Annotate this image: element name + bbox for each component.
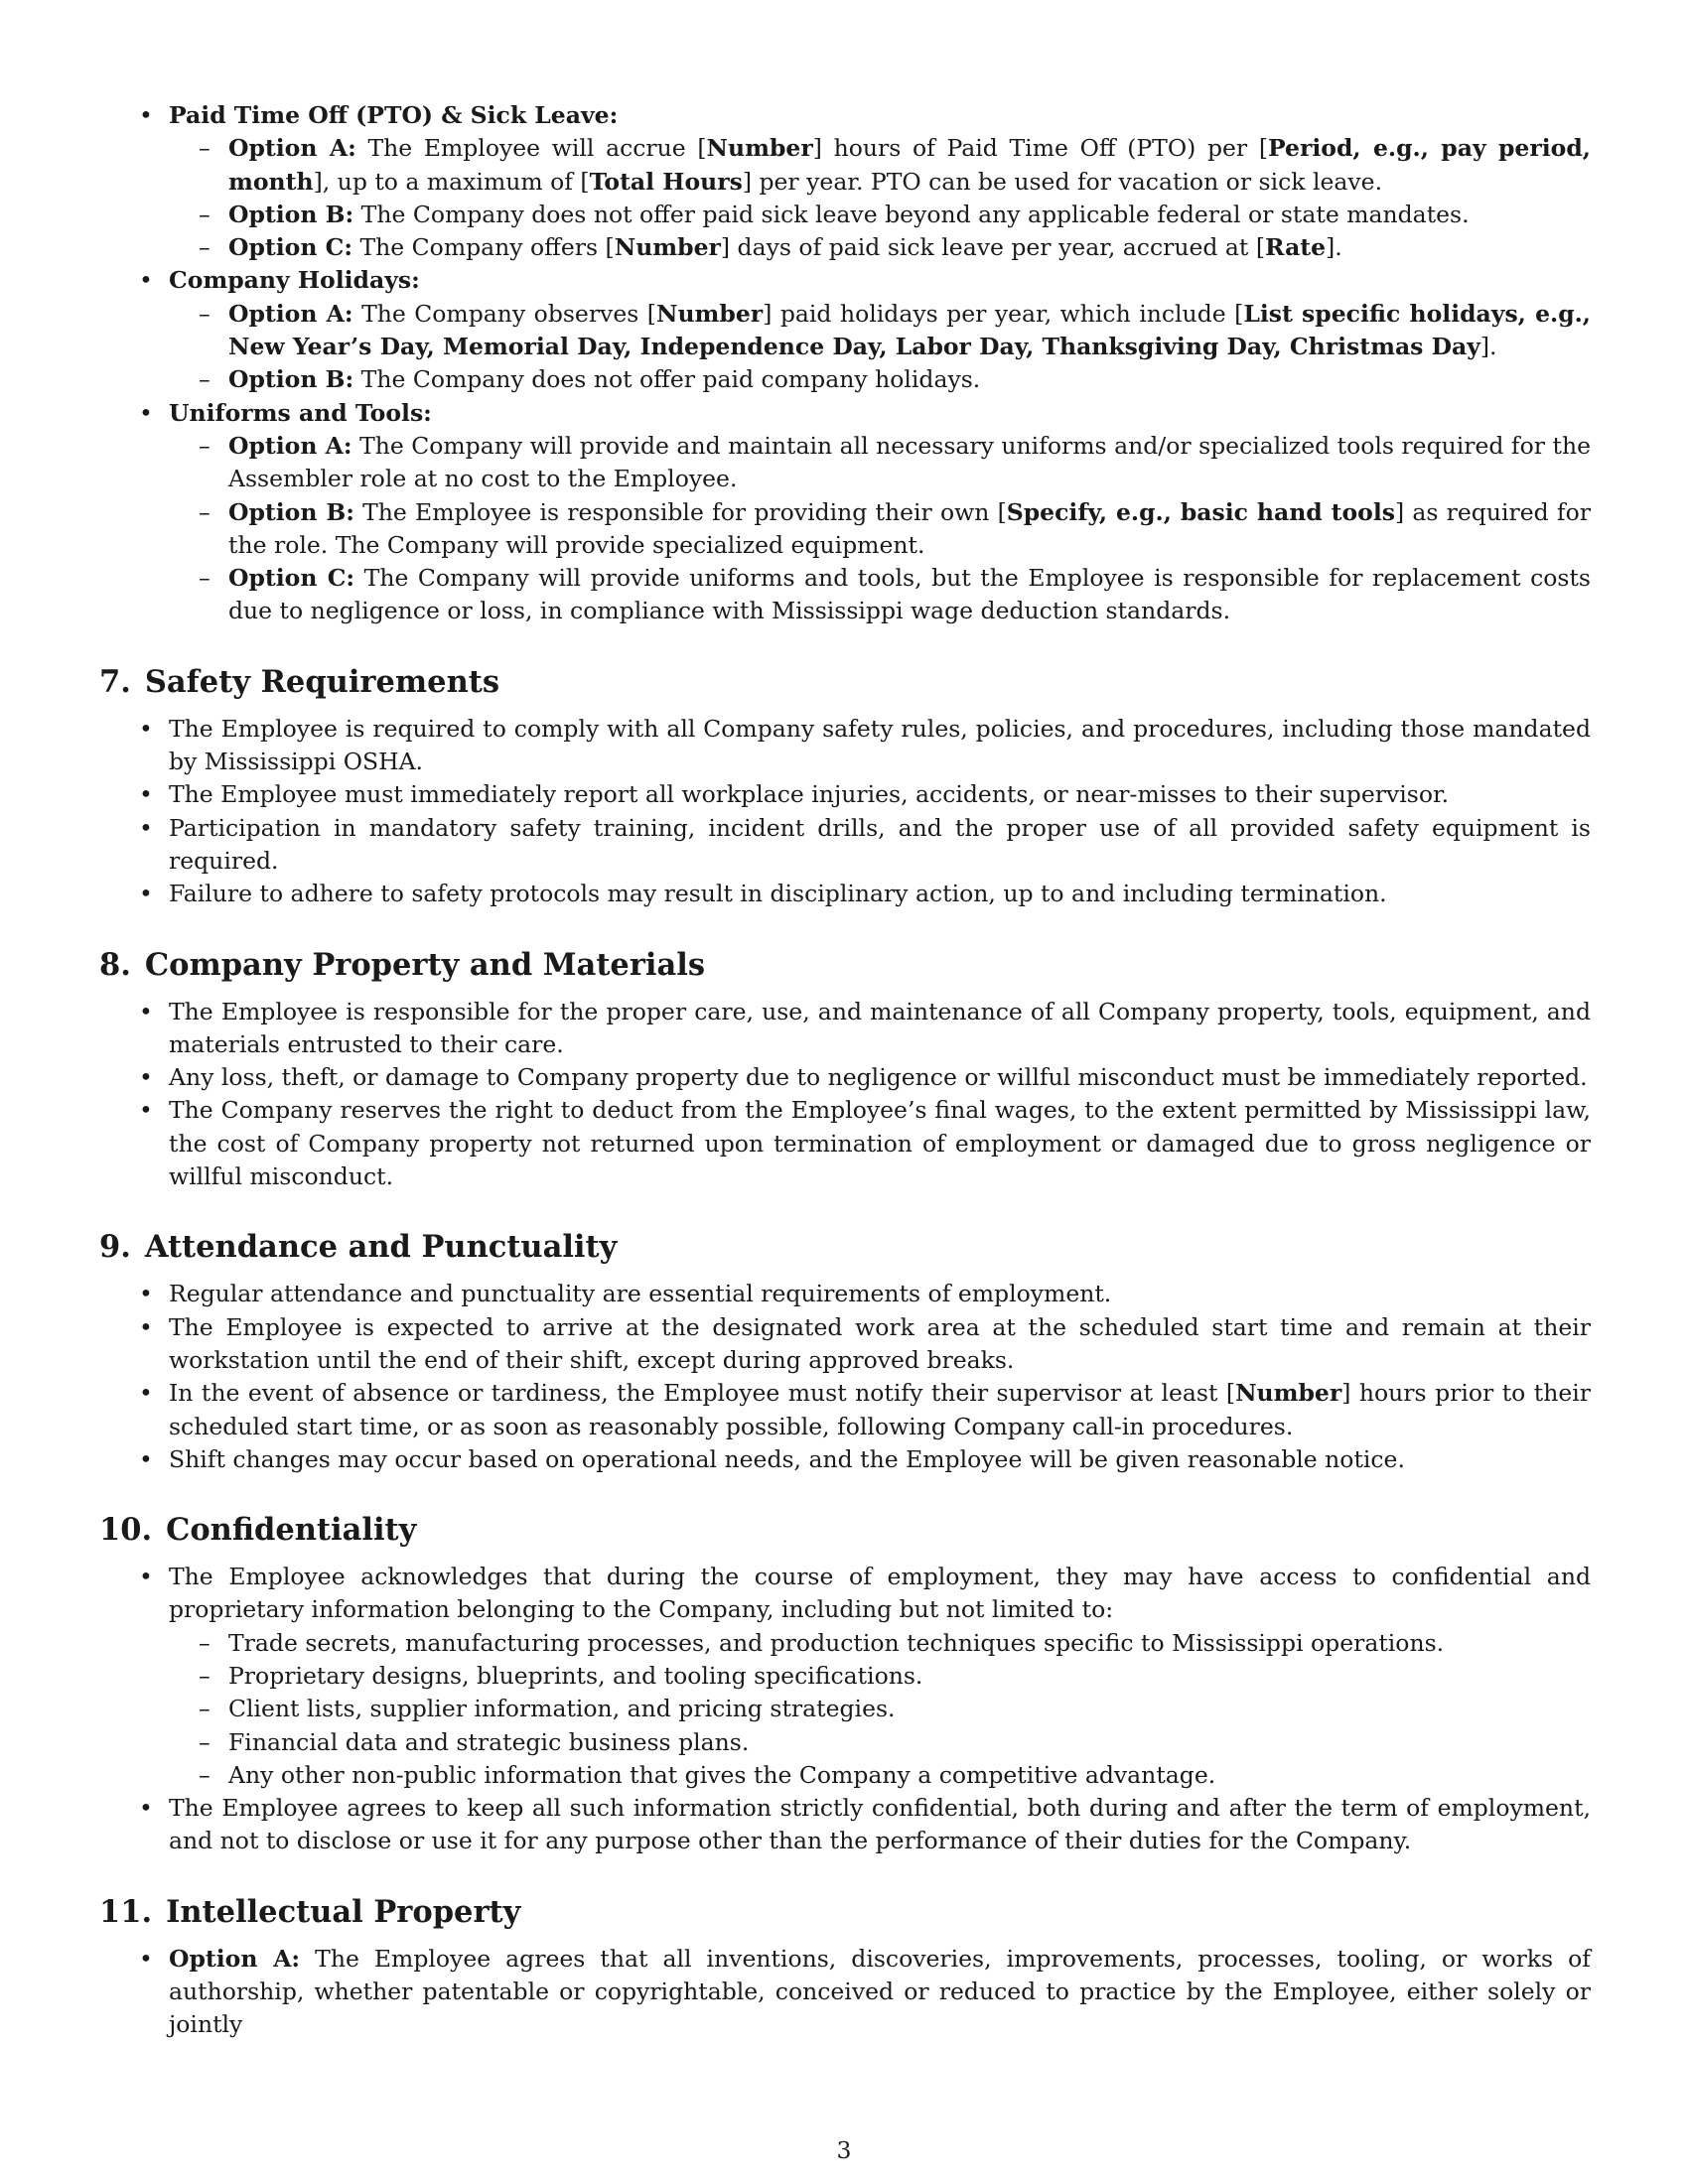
- bullet-list: [99, 1561, 1591, 1858]
- option-item: [99, 298, 1591, 364]
- page-content: [99, 99, 1591, 2042]
- bullet-icon: •: [139, 101, 153, 129]
- item-text: The Employee agrees that all inventions, discoveries, improvements, processes, tooling, or works of authorship, whether patentable or copyrightable, conceived or reduced to practice by the Employee, either solely or jointly: [169, 1944, 1591, 2039]
- item-text: The Employee is expected to arrive at the designated work area at the scheduled start time and remain at their workstation until the end of their shift, except during approved breaks.: [169, 1312, 1591, 1374]
- section-title: Intellectual Property: [166, 1893, 521, 1930]
- pto-options: [169, 132, 1591, 264]
- item-text: Failure to adhere to safety protocols may result in disciplinary action, up to and including termination.: [169, 880, 1387, 908]
- dash-icon: –: [199, 299, 211, 328]
- dash-icon: –: [199, 233, 211, 262]
- placeholder-field: Rate: [1265, 233, 1327, 262]
- item-text: The Company reserves the right to deduct from the Employee’s final wages, to the extent permitted by Mississippi law, the cost of Company property not returned upon termination of employment or damaged due to gross negligence or willful misconduct.: [169, 1096, 1591, 1191]
- text-run: The Company does not offer paid company holidays.: [360, 365, 981, 394]
- dash-icon: –: [199, 1628, 211, 1657]
- uniform-options: [169, 430, 1591, 628]
- section-heading: [99, 1227, 1591, 1267]
- section-heading: [99, 662, 1591, 702]
- placeholder-field: Number: [1235, 1379, 1342, 1408]
- list-item: [99, 1943, 1591, 2042]
- bullet-list: [99, 996, 1591, 1194]
- section-title: Attendance and Punctuality: [144, 1229, 618, 1266]
- option-label: Option A:: [228, 299, 353, 328]
- bullet-icon: •: [139, 1563, 153, 1591]
- list-item: [99, 1561, 1591, 1792]
- option-label: Option A:: [228, 134, 356, 163]
- bullet-icon: •: [139, 266, 153, 295]
- list-item: [99, 996, 1591, 1062]
- sub-list-item: [99, 1660, 1591, 1693]
- option-item: [99, 496, 1591, 563]
- list-item: [99, 1061, 1591, 1094]
- item-label: Uniforms and Tools:: [169, 398, 432, 427]
- list-item: [99, 1792, 1591, 1858]
- section-number: 9.: [99, 1229, 131, 1266]
- list-item-uniforms: [99, 397, 1591, 628]
- page-number: 3: [836, 2136, 852, 2164]
- text-run: The Company does not offer paid sick leave beyond any applicable federal or state mandates.: [360, 200, 1470, 228]
- dash-icon: –: [199, 200, 211, 228]
- section-number: 11.: [99, 1893, 153, 1930]
- placeholder-field: Period, e.g., pay period, month: [228, 134, 1591, 196]
- bullet-icon: •: [139, 997, 153, 1025]
- text-run: The Employee will accrue [: [367, 134, 707, 163]
- text-run: The Company observes [: [361, 299, 656, 328]
- item-text: Trade secrets, manufacturing processes, and production techniques specific to Mississippi operations.: [228, 1628, 1445, 1657]
- bullet-icon: •: [139, 813, 153, 842]
- section-number: 10.: [99, 1512, 153, 1549]
- dash-icon: –: [199, 1727, 211, 1756]
- list-item: [99, 713, 1591, 779]
- text-run: ] paid holidays per year, which include [: [763, 299, 1244, 328]
- item-text: The Employee must immediately report all workplace injuries, accidents, or near-misses to their supervisor.: [169, 780, 1450, 809]
- text-run: ].: [1479, 333, 1497, 361]
- text-run: The Company will provide uniforms and tools, but the Employee is responsible for replacement costs due to negligence or loss, in compliance with Mississippi wage deduction standards.: [228, 564, 1591, 625]
- text-run: ], up to a maximum of [: [313, 167, 590, 196]
- section-title: Confidentiality: [166, 1512, 417, 1549]
- list-item-pto: [99, 99, 1591, 264]
- sub-list-item: [99, 1627, 1591, 1660]
- list-item: [99, 1311, 1591, 1378]
- placeholder-field: Number: [706, 134, 813, 163]
- item-label: Paid Time Off (PTO) & Sick Leave:: [169, 101, 619, 129]
- list-item: [99, 1094, 1591, 1193]
- option-item: [99, 231, 1591, 264]
- placeholder-field: Specify, e.g., basic hand tools: [1006, 497, 1395, 526]
- text-run: The Company offers [: [359, 233, 615, 262]
- bullet-icon: •: [139, 1280, 153, 1308]
- holiday-options: [169, 298, 1591, 397]
- text-run: ] as required for the role. The Company will provide specialized equipment.: [228, 497, 1591, 559]
- section-number: 7.: [99, 663, 131, 700]
- sub-list-item: [99, 1759, 1591, 1792]
- option-label: Option B:: [228, 200, 354, 228]
- list-item: [99, 1377, 1591, 1443]
- list-item-holidays: [99, 264, 1591, 396]
- dash-icon: –: [199, 365, 211, 394]
- option-label: Option B:: [228, 365, 354, 394]
- dash-icon: –: [199, 431, 211, 460]
- section-safety: [99, 662, 1591, 911]
- section-title: Safety Requirements: [144, 663, 500, 700]
- section-company-property: [99, 945, 1591, 1194]
- section-attendance: [99, 1227, 1591, 1476]
- option-label: Option C:: [228, 564, 355, 593]
- option-label: Option A:: [228, 431, 352, 460]
- text-run: ] days of paid sick leave per year, accrued at [: [720, 233, 1266, 262]
- bullet-icon: •: [139, 1312, 153, 1341]
- option-item: [99, 562, 1591, 628]
- bullet-icon: •: [139, 1379, 153, 1408]
- bullet-icon: •: [139, 398, 153, 427]
- section-intellectual-property: [99, 1892, 1591, 2042]
- dash-icon: –: [199, 1695, 211, 1723]
- confidential-info-list: [169, 1627, 1591, 1792]
- section-title: Company Property and Materials: [144, 946, 705, 983]
- item-text: Shift changes may occur based on operational needs, and the Employee will be given reasonable notice.: [169, 1444, 1405, 1473]
- text-run: The Company will provide and maintain all necessary uniforms and/or specialized tools required for the Assembler role at no cost to the Employee.: [228, 431, 1591, 493]
- text-run: The Employee is responsible for providing their own [: [362, 497, 1007, 526]
- placeholder-field: Number: [655, 299, 764, 328]
- item-text: Regular attendance and punctuality are essential requirements of employment.: [169, 1280, 1112, 1308]
- bullet-icon: •: [139, 880, 153, 908]
- bullet-icon: •: [139, 1944, 153, 1973]
- section-number: 8.: [99, 946, 131, 983]
- item-text: Financial data and strategic business plans.: [228, 1727, 750, 1756]
- option-item: [99, 199, 1591, 231]
- section-confidentiality: [99, 1510, 1591, 1858]
- bullet-list: [99, 1278, 1591, 1476]
- list-item: [99, 1278, 1591, 1310]
- bullet-icon: •: [139, 714, 153, 743]
- placeholder-field: Total Hours: [589, 167, 743, 196]
- bullet-list: [99, 1943, 1591, 2042]
- section-heading: [99, 1510, 1591, 1550]
- item-text: The Employee is responsible for the proper care, use, and maintenance of all Company property, tools, equipment, and materials entrusted to their care.: [169, 997, 1591, 1058]
- bullet-icon: •: [139, 1794, 153, 1823]
- text-run: In the event of absence or tardiness, the Employee must notify their supervisor at least [: [169, 1379, 1236, 1408]
- option-item: [99, 132, 1591, 199]
- option-item: [99, 363, 1591, 396]
- item-text: Proprietary designs, blueprints, and tooling specifications.: [228, 1661, 923, 1690]
- benefits-list: [99, 99, 1591, 628]
- option-label: Option C:: [228, 233, 353, 262]
- text-run: ] per year. PTO can be used for vacation or sick leave.: [742, 167, 1383, 196]
- option-item: [99, 430, 1591, 496]
- bullet-icon: •: [139, 1063, 153, 1092]
- dash-icon: –: [199, 564, 211, 593]
- text-run: ].: [1326, 233, 1342, 262]
- bullet-icon: •: [139, 1096, 153, 1125]
- section-heading: [99, 1892, 1591, 1932]
- dash-icon: –: [199, 1661, 211, 1690]
- bullet-icon: •: [139, 780, 153, 809]
- item-text: The Employee is required to comply with all Company safety rules, policies, and procedures, including those mandated by Mississippi OSHA.: [169, 714, 1591, 776]
- text-run: ] hours of Paid Time Off (PTO) per [: [812, 134, 1268, 163]
- option-label: Option A:: [169, 1944, 301, 1973]
- item-text: The Employee agrees to keep all such information strictly confidential, both during and after the term of employment, and not to disclose or use it for any purpose other than the performance of their duties for the Company.: [169, 1794, 1591, 1855]
- item-text: Any loss, theft, or damage to Company property due to negligence or willful misconduct must be immediately reported.: [169, 1063, 1588, 1092]
- placeholder-field: List specific holidays, e.g., New Year’s Day, Memorial Day, Independence Day, Labor Day, Thanksgiving Day, Christmas Day: [228, 299, 1591, 361]
- sub-list-item: [99, 1693, 1591, 1725]
- item-text: Any other non-public information that gives the Company a competitive advantage.: [228, 1760, 1216, 1789]
- bullet-list: [99, 713, 1591, 911]
- dash-icon: –: [199, 1760, 211, 1789]
- dash-icon: –: [199, 134, 211, 163]
- list-item: [99, 812, 1591, 879]
- section-heading: [99, 945, 1591, 985]
- list-item: [99, 1443, 1591, 1476]
- sub-list-item: [99, 1726, 1591, 1759]
- list-item: [99, 778, 1591, 811]
- item-text: Participation in mandatory safety training, incident drills, and the proper use of all provided safety equipment is required.: [169, 813, 1591, 875]
- list-item: [99, 878, 1591, 910]
- option-label: Option B:: [228, 497, 354, 526]
- dash-icon: –: [199, 497, 211, 526]
- item-label: Company Holidays:: [169, 266, 420, 295]
- text-run: ] hours prior to their scheduled start time, or as soon as reasonably possible, following Company call-in procedures.: [169, 1379, 1591, 1440]
- bullet-icon: •: [139, 1444, 153, 1473]
- item-text: The Employee acknowledges that during the course of employment, they may have access to confidential and proprietary information belonging to the Company, including but not limited to:: [169, 1563, 1591, 1624]
- item-text: Client lists, supplier information, and pricing strategies.: [228, 1695, 896, 1723]
- placeholder-field: Number: [614, 233, 721, 262]
